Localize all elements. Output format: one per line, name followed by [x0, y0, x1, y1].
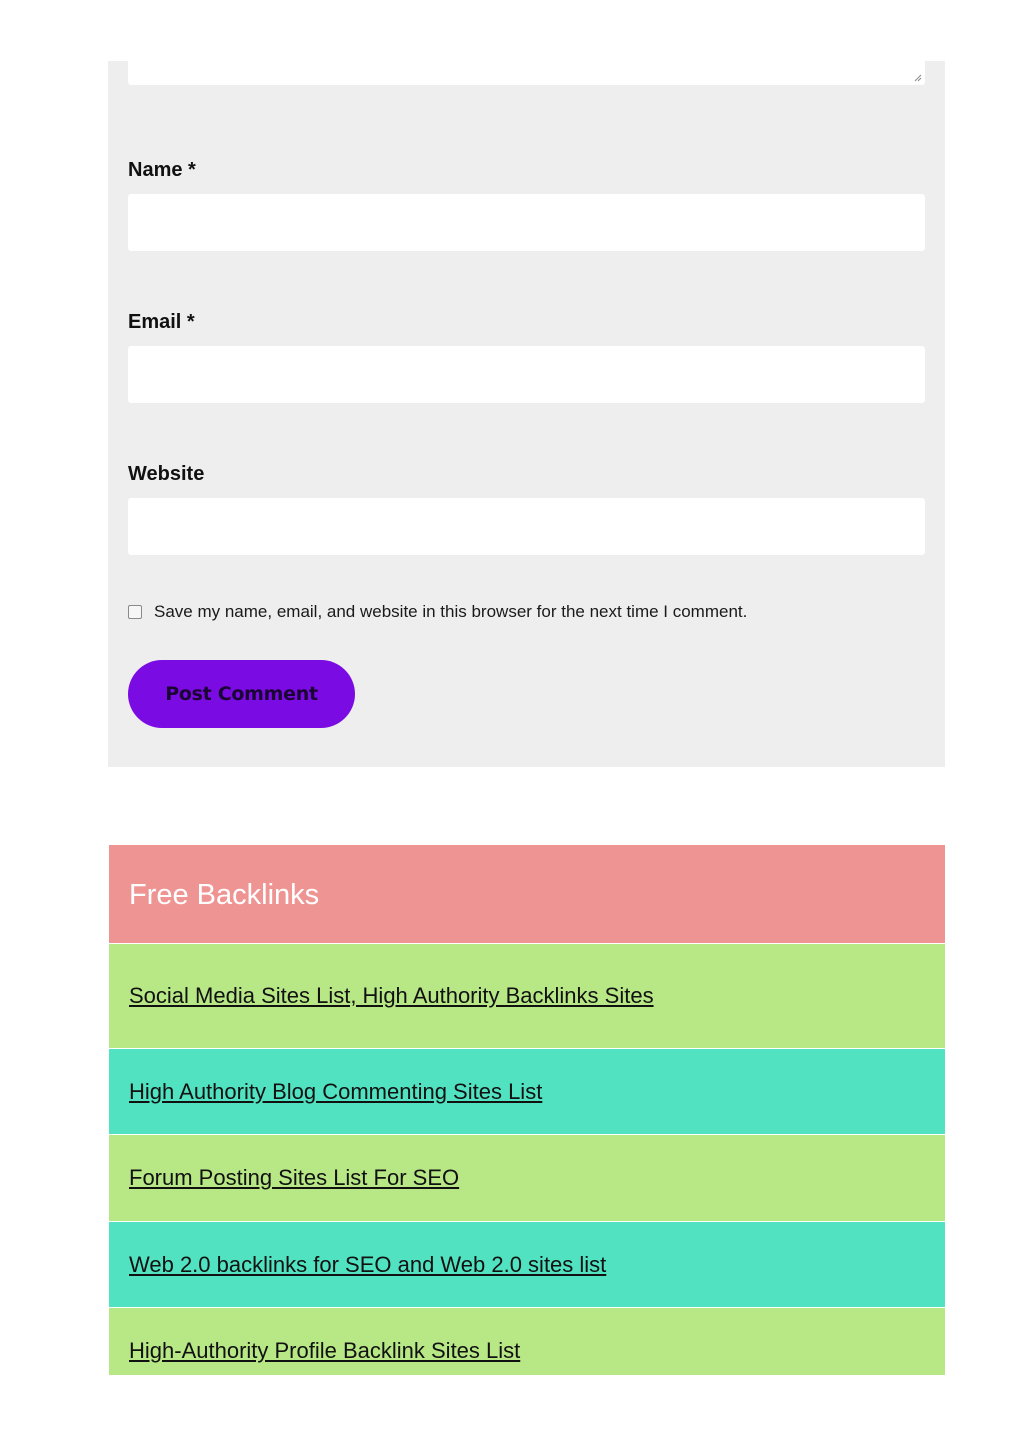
- list-item: [109, 1135, 945, 1221]
- link-blog-commenting-sites[interactable]: High Authority Blog Commenting Sites List: [129, 1079, 543, 1104]
- link-social-media-sites[interactable]: Social Media Sites List, High Authority Backlinks Sites: [129, 983, 654, 1008]
- link-web20-backlinks[interactable]: Web 2.0 backlinks for SEO and Web 2.0 sites list: [129, 1252, 607, 1277]
- post-comment-button[interactable]: Post Comment: [128, 660, 355, 728]
- widget-title: Free Backlinks: [129, 879, 320, 911]
- name-field[interactable]: [128, 194, 925, 251]
- save-info-label: Save my name, email, and website in this browser for the next time I comment.: [154, 602, 748, 621]
- list-item: [109, 944, 945, 1048]
- save-info-row: [128, 602, 747, 622]
- website-field[interactable]: [128, 498, 925, 555]
- link-profile-backlink-sites[interactable]: High-Authority Profile Backlink Sites List: [129, 1338, 521, 1363]
- comment-textarea[interactable]: [128, 61, 925, 85]
- email-field[interactable]: [128, 346, 925, 403]
- resize-handle-icon[interactable]: [914, 74, 922, 82]
- list-item: [109, 1222, 945, 1307]
- free-backlinks-widget: [109, 845, 945, 1375]
- save-info-checkbox[interactable]: [128, 605, 142, 619]
- widget-header: [109, 845, 945, 943]
- link-forum-posting-sites[interactable]: Forum Posting Sites List For SEO: [129, 1165, 460, 1190]
- comment-form: [108, 61, 945, 767]
- website-label: Website: [128, 463, 205, 485]
- name-label: Name *: [128, 159, 196, 181]
- list-item: [109, 1049, 945, 1134]
- list-item: [109, 1308, 945, 1375]
- email-label: Email *: [128, 311, 195, 333]
